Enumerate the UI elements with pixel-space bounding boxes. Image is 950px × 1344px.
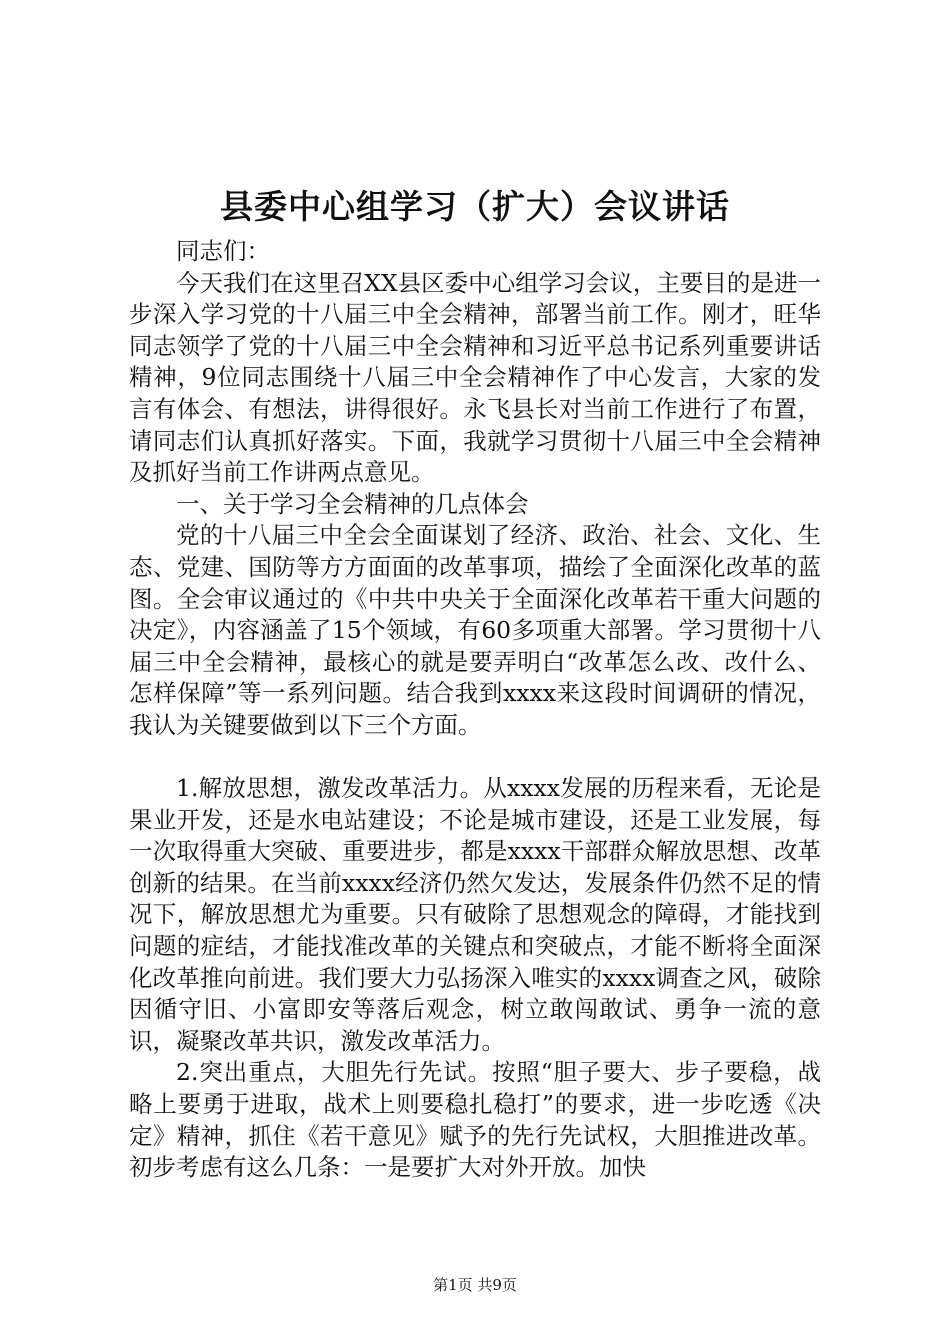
document-title: 县委中心组学习（扩大）会议讲话 bbox=[220, 187, 730, 226]
section-heading: 一、关于学习全会精神的几点体会 bbox=[176, 489, 529, 518]
paragraph-spacer bbox=[129, 742, 821, 774]
document-body bbox=[129, 236, 821, 1184]
point-1-paragraph: 1.解放思想，激发改革活力。从xxxx发展的历程来看，无论是果业开发，还是水电站建设；不论是城市建设，还是工业发展，每一次取得重大突破、重要进步，都是xxxx干部群众解放思想、改革创新的结果。在当前xxxx经济仍然欠发达，发展条件仍然不足的情况下，解放思想尤为重要。只有破除了思想观念的障碍，才能找到问题的症结，才能找准改革的关键点和突破点，才能不断将全面深化改革推向前进。我们要大力弘扬深入唯实的xxxx调查之风，破除因循守旧、小富即安等落后观念，树立敢闯敢试、勇争一流的意识，凝聚改革共识，激发改革活力。 bbox=[129, 774, 821, 1055]
body-paragraph: 党的十八届三中全会全面谋划了经济、政治、社会、文化、生态、党建、国防等方方面面的改革事项，描绘了全面深化改革的蓝图。全会审议通过的《中共中央关于全面深化改革若干重大问题的决定》，内容涵盖了15个领域，有60多项重大部署。学习贯彻十八届三中全会精神，最核心的就是要弄明白“改革怎么改、改什么、怎样保障”等一系列问题。结合我到xxxx来这段时间调研的情况，我认为关键要做到以下三个方面。 bbox=[129, 521, 821, 739]
intro-paragraph: 今天我们在这里召XX县区委中心组学习会议，主要目的是进一步深入学习党的十八届三中全会精神，部署当前工作。刚才，旺华同志领学了党的十八届三中全会精神和习近平总书记系列重要讲话精神，9位同志围绕十八届三中全会精神作了中心发言，大家的发言有体会、有想法，讲得很好。永飞县长对当前工作进行了布置，请同志们认真抓好落实。下面，我就学习贯彻十八届三中全会精神及抓好当前工作讲两点意见。 bbox=[129, 268, 821, 487]
page-footer: 第1页 共9页 bbox=[433, 1276, 517, 1294]
salutation-paragraph: 同志们： bbox=[176, 237, 270, 265]
point-2-paragraph: 2.突出重点，大胆先行先试。按照“胆子要大、步子要稳，战略上要勇于进取，战术上则要稳扎稳打”的要求，进一步吃透《决定》精神，抓住《若干意见》赋予的先行先试权，大胆推进改革。初步考虑有这么几条：一是要扩大对外开放。加快 bbox=[129, 1058, 821, 1182]
